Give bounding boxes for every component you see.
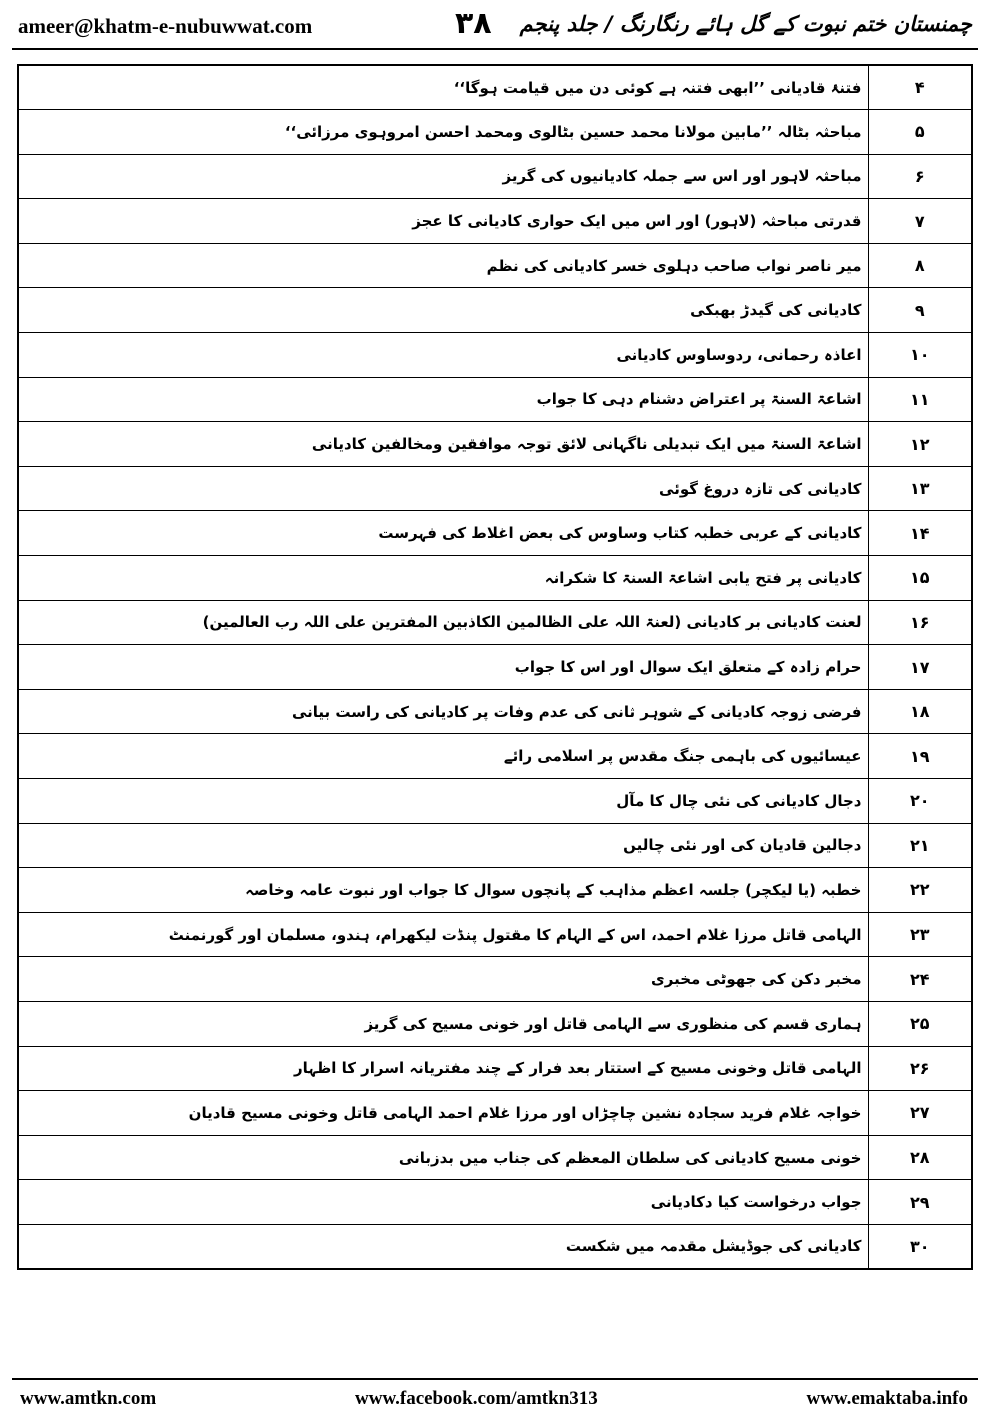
toc-title: مباحثہ لاہور اور اس سے جملہ کادیانیوں کی گریز	[18, 154, 868, 199]
table-row[interactable]	[18, 466, 972, 511]
toc-number: ۱۸	[868, 689, 972, 734]
toc-title: دجال کادیانی کی نئی چال کا مآل	[18, 779, 868, 824]
toc-number: ۲۹	[868, 1180, 972, 1225]
toc-title: کادیانی کی تازہ دروغ گوئی	[18, 466, 868, 511]
table-row[interactable]	[18, 1001, 972, 1046]
toc-title: کادیانی کی جوڈیشل مقدمہ میں شکست	[18, 1224, 868, 1269]
table-row[interactable]	[18, 1046, 972, 1091]
toc-title: دجالین قادیان کی اور نئی چالیں	[18, 823, 868, 868]
table-row[interactable]	[18, 912, 972, 957]
table-row[interactable]	[18, 1091, 972, 1136]
toc-title: الہامی قاتل مرزا غلام احمد، اس کے الہام کا مقتول پنڈت لیکھرام، ہندو، مسلمان اور گورنمنٹ	[18, 912, 868, 957]
toc-number: ۲۸	[868, 1135, 972, 1180]
toc-number: ۲۷	[868, 1091, 972, 1136]
toc-title: مباحثہ بٹالہ ’’مابین مولانا محمد حسین بٹالوی ومحمد احسن امروہوی مرزائی‘‘	[18, 110, 868, 155]
footer-link-amtkn[interactable]: www.amtkn.com	[20, 1388, 157, 1409]
table-row[interactable]	[18, 333, 972, 378]
toc-number: ۱۳	[868, 466, 972, 511]
toc-number: ۲۱	[868, 823, 972, 868]
footer-link-emaktaba[interactable]: www.emaktaba.info	[806, 1388, 968, 1409]
toc-title: مخبر دکن کی جھوٹی مخبری	[18, 957, 868, 1002]
page-number: ۳۸	[455, 6, 492, 41]
table-row[interactable]	[18, 734, 972, 779]
header-divider	[12, 48, 978, 50]
table-of-contents	[17, 64, 973, 1270]
toc-number: ۲۲	[868, 868, 972, 913]
toc-title: خونی مسیح کادیانی کی سلطان المعظم کی جناب میں بدزبانی	[18, 1135, 868, 1180]
table-row[interactable]	[18, 243, 972, 288]
toc-number: ۹	[868, 288, 972, 333]
toc-number: ۸	[868, 243, 972, 288]
toc-title: خواجہ غلام فرید سجادہ نشین چاچڑاں اور مرزا غلام احمد الہامی قاتل وخونی مسیح قادیان	[18, 1091, 868, 1136]
table-row[interactable]	[18, 1180, 972, 1225]
toc-number: ۱۶	[868, 600, 972, 645]
table-row[interactable]	[18, 1224, 972, 1269]
toc-number: ۱۱	[868, 377, 972, 422]
toc-title: میر ناصر نواب صاحب دہلوی خسر کادیانی کی نظم	[18, 243, 868, 288]
toc-title: خطبہ (یا لیکچر) جلسہ اعظم مذاہب کے پانچوں سوال کا جواب اور نبوت عامہ وخاصہ	[18, 868, 868, 913]
toc-number: ۲۴	[868, 957, 972, 1002]
toc-title: اعاذہ رحمانی، ردوساوس کادیانی	[18, 333, 868, 378]
page-footer	[0, 1378, 990, 1420]
toc-title: جواب درخواست کیا دکادیانی	[18, 1180, 868, 1225]
toc-number: ۲۶	[868, 1046, 972, 1091]
toc-number: ۴	[868, 65, 972, 110]
footer-divider	[12, 1378, 978, 1380]
toc-body	[18, 65, 972, 1269]
table-row[interactable]	[18, 556, 972, 601]
toc-title: الہامی قاتل وخونی مسیح کے استتار بعد فرار کے چند مفتریانہ اسرار کا اظہار	[18, 1046, 868, 1091]
toc-title: کادیانی پر فتح یابی اشاعۃ السنۃ کا شکرانہ	[18, 556, 868, 601]
toc-title: عیسائیوں کی باہمی جنگ مقدس پر اسلامی رائے	[18, 734, 868, 779]
table-row[interactable]	[18, 511, 972, 556]
toc-title: اشاعۃ السنۃ میں ایک تبدیلی ناگہانی لائق توجہ موافقین ومخالفین کادیانی	[18, 422, 868, 467]
toc-title: کادیانی کے عربی خطبہ کتاب وساوس کی بعض اغلاط کی فہرست	[18, 511, 868, 556]
book-title: چمنستان ختم نبوت کے گل ہائے رنگارنگ / جلد پنجم	[519, 12, 972, 36]
toc-number: ۱۲	[868, 422, 972, 467]
toc-title: کادیانی کی گیدڑ بھبکی	[18, 288, 868, 333]
toc-title: قدرتی مباحثہ (لاہور) اور اس میں ایک حواری کادیانی کا عجز	[18, 199, 868, 244]
toc-number: ۶	[868, 154, 972, 199]
toc-number: ۱۵	[868, 556, 972, 601]
toc-number: ۳۰	[868, 1224, 972, 1269]
table-row[interactable]	[18, 422, 972, 467]
toc-number: ۲۰	[868, 779, 972, 824]
table-row[interactable]	[18, 199, 972, 244]
table-row[interactable]	[18, 288, 972, 333]
table-row[interactable]	[18, 600, 972, 645]
toc-number: ۲۵	[868, 1001, 972, 1046]
toc-number: ۲۳	[868, 912, 972, 957]
table-row[interactable]	[18, 1135, 972, 1180]
table-row[interactable]	[18, 377, 972, 422]
toc-title: فرضی زوجہ کادیانی کے شوہر ثانی کی عدم وفات پر کادیانی کی راست بیانی	[18, 689, 868, 734]
table-row[interactable]	[18, 823, 972, 868]
toc-number: ۵	[868, 110, 972, 155]
toc-title: لعنت کادیانی بر کادیانی (لعنۃ اللہ علی الظالمین الکاذبین المفترین علی اللہ رب العالمین)	[18, 600, 868, 645]
toc-title: فتنۂ قادیانی ’’ابھی فتنہ ہے کوئی دن میں قیامت ہوگا‘‘	[18, 65, 868, 110]
table-row[interactable]	[18, 689, 972, 734]
toc-number: ۱۷	[868, 645, 972, 690]
page-header	[0, 0, 990, 60]
table-row[interactable]	[18, 65, 972, 110]
table-row[interactable]	[18, 110, 972, 155]
toc-number: ۱۴	[868, 511, 972, 556]
table-row[interactable]	[18, 645, 972, 690]
toc-number: ۱۹	[868, 734, 972, 779]
table-row[interactable]	[18, 154, 972, 199]
toc-title: اشاعۃ السنۃ پر اعتراض دشنام دہی کا جواب	[18, 377, 868, 422]
table-row[interactable]	[18, 779, 972, 824]
toc-title: ہماری قسم کی منظوری سے الہامی قاتل اور خونی مسیح کی گریز	[18, 1001, 868, 1046]
table-row[interactable]	[18, 957, 972, 1002]
toc-number: ۱۰	[868, 333, 972, 378]
table-row[interactable]	[18, 868, 972, 913]
footer-link-facebook[interactable]: www.facebook.com/amtkn313	[355, 1388, 598, 1409]
toc-title: حرام زادہ کے متعلق ایک سوال اور اس کا جواب	[18, 645, 868, 690]
header-email[interactable]: ameer@khatm-e-nubuwwat.com	[18, 14, 313, 38]
toc-number: ۷	[868, 199, 972, 244]
